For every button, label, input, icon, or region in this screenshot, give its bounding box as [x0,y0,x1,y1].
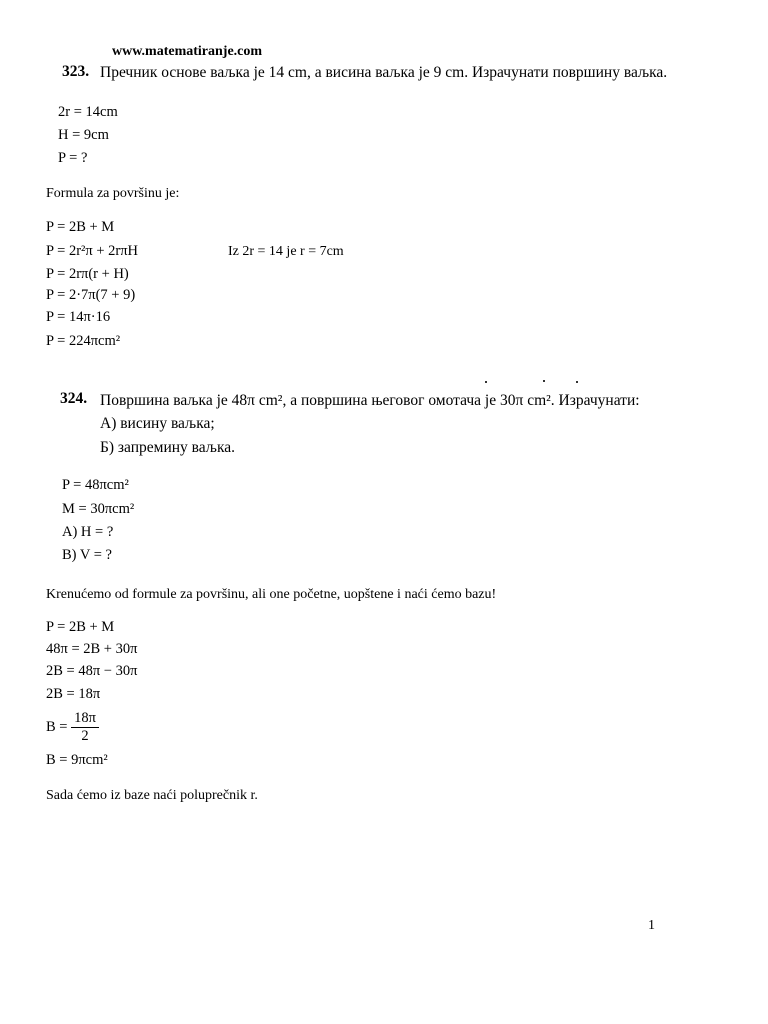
solution-step: P = 2B + M [46,619,115,635]
radius-note: Iz 2r = 14 je r = 7cm [228,244,344,259]
given-323-line: H = 9cm [58,127,109,143]
given-324-line: B) V = ? [62,547,112,563]
fraction-denominator: 2 [81,728,89,744]
problem-324-statement: Површина ваљка је 48π cm², а површина његовог омотача је 30π cm². Израчунати: [100,392,640,409]
solution-step: 48π = 2B + 30π [46,641,138,657]
given-323-line: 2r = 14cm [58,104,118,120]
scan-speck [543,380,545,382]
solution-result: B = 9πcm² [46,752,108,768]
problem-323-statement: Пречник основе ваљка је 14 cm, а висина ваљка је 9 cm. Израчунати површину ваљка. [100,64,668,81]
scan-speck [485,381,487,383]
given-323-line: P = ? [58,150,88,166]
given-324-line: P = 48πcm² [62,477,129,493]
problem-324-part-b: Б) запремину ваљка. [100,439,235,456]
solution-step: P = 2r²π + 2rπH [46,243,138,259]
solution-step: P = 2·7π(7 + 9) [46,287,136,303]
solution-step: P = 14π·16 [46,309,111,325]
problem-323-number: 323. [62,63,90,80]
solution-step: P = 2B + M [46,219,115,235]
given-324-line: A) H = ? [62,524,114,540]
formula-intro: Formula za površinu je: [46,186,180,201]
problem-324-part-a: А) висину ваљка; [100,415,215,432]
scan-speck [576,381,578,383]
solution-step: P = 2rπ(r + H) [46,266,129,282]
approach-intro: Krenućemo od formule za površinu, ali one početne, uopštene i naći ćemo bazu! [46,587,497,602]
problem-324-number: 324. [60,390,88,407]
solution-result: P = 224πcm² [46,333,121,349]
website-header: www.matematiranje.com [112,44,263,59]
given-324-line: M = 30πcm² [62,501,135,517]
solution-step: 2B = 18π [46,686,101,702]
fraction-numerator: 18π [71,710,99,728]
closing-sentence: Sada ćemo iz baze naći poluprečnik r. [46,788,258,803]
fraction [71,710,99,745]
fraction-lhs: B = [46,719,68,735]
solution-step: 2B = 48π − 30π [46,663,138,679]
page-number: 1 [648,918,655,933]
fraction-equation [46,710,99,745]
